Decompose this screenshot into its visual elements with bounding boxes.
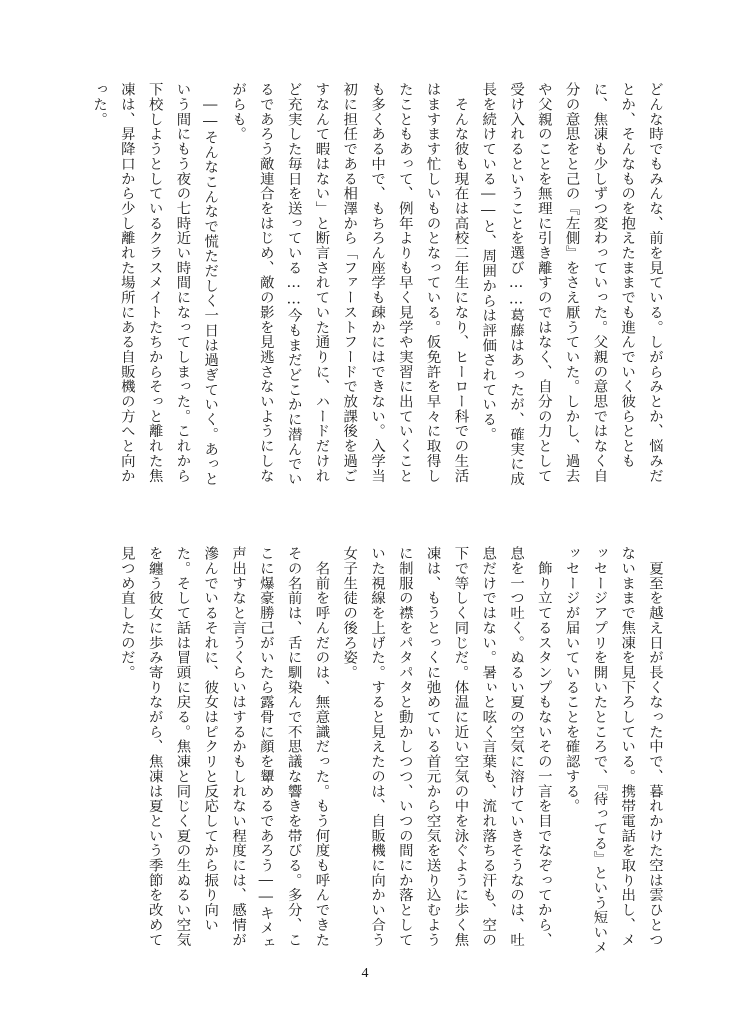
paragraph: 飾り立てるスタンプもないその一言を目でなぞってから、息を一つ吐く。ぬるい夏の空気に溶けていきそうなのは、吐息だけではない。暑ぃと呟く言葉も、流れ落ちる汗も、空の下で等しく同じだ。体温に近い空気の中を泳ぐように歩く焦凍は、もうとっくに弛めている首元から空気を送り込むように制服の襟をパタパタと動かしつつ、いつの間にか落としていた視線を上げた。すると見えたのは、自販機に向かい合う女子生徒の後ろ姿。 — [341, 546, 552, 947]
page-number: 4 — [361, 966, 369, 981]
top-text-block — [68, 82, 668, 496]
paragraph: どんな時でもみんな、前を見ている。しがらみとか、悩みだとか、そんなものを抱えたままでも進んでいく彼らとともに、焦凍も少しずつ変わっていった。父親の意思ではなく自分の意思をと己の『左側』をさえ厭うていた。しかし、過去や父親のことを無理に引き離すのではなく、自分の力として受け入れるということを選び……葛藤はあったが、確実に成長を続けている――と、周囲からは評価されている。 — [480, 82, 663, 487]
bottom-text-block — [118, 546, 668, 960]
paragraph: ――そんなこんなで慌ただしく一日は過ぎていく。あっという間にもう夜の七時近い時間になってしまった。これから下校しようとしているクラスメイトたちからそっと離れた焦凍は、昇降口から少し離れた場所にある自販機の方へと向かった。 — [91, 82, 219, 487]
paragraph: 夏至を越え日が長くなった中で、暮れかけた空は雲ひとつないままで焦凍を見下ろしている。携帯電話を取り出し、メッセージアプリを開いたところで、『待ってる』という短いメッセージが届いていることを確認する。 — [563, 546, 663, 955]
paragraph: そんな彼も現在は高校二年生になり、ヒーロー科での生活はますます忙しいものとなっている。仮免許を早々に取得したこともあって、例年よりも早く見学や実習に出ていくことも多くある中で、もちろん座学も疎かにはできない。入学当初に担任である相澤から「ファーストフードで放課後を過ごすなんて暇はない」と断言されていた通りに、ハードだけれど充実した毎日を送っている……今もまだどこかに潜んでいるであろう敵連合をはじめ、敵の影を見逃さないようにしながらも。 — [230, 82, 469, 487]
paragraph: 名前を呼んだのは、無意識だった。もう何度も呼んできたその名前は、舌に馴染んで不思議な響きを帯びる。多分、ここに爆豪勝己がいたら露骨に顔を顰めるであろう――キメェ声出すなと言うくらいはするかもしれない程度には、感情が滲んでいるそれに、彼女はピクリと反応してから振り向いた。そして話は冒頭に戻る。焦凍と同じく夏の生ぬるい空気を纏う彼女に歩み寄りながら、焦凍は夏という季節を改めて見つめ直したのだ。 — [118, 546, 330, 951]
